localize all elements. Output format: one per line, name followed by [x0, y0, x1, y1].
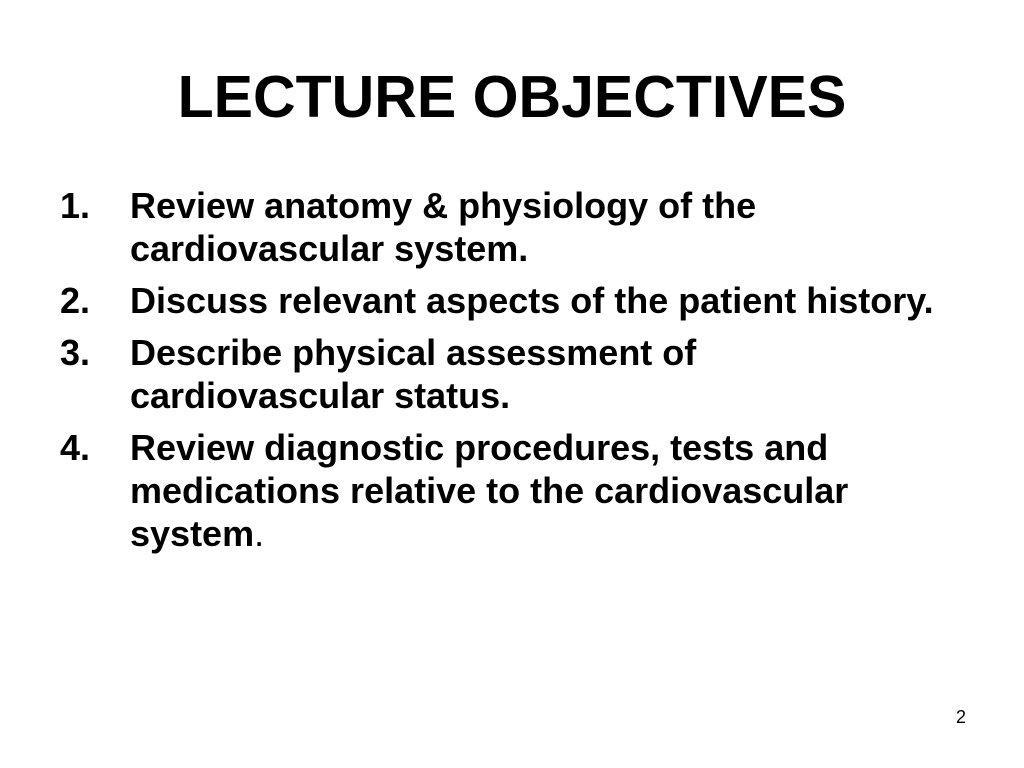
- objective-item: [60, 184, 960, 270]
- objective-text-wrapper: [130, 426, 960, 555]
- objectives-list: [60, 184, 960, 564]
- objective-item: [60, 426, 960, 555]
- objective-number: 3.: [60, 332, 91, 373]
- objective-item: [60, 331, 960, 417]
- page-number: 2: [955, 707, 966, 727]
- objective-number: 2.: [60, 280, 91, 321]
- objective-text: Review diagnostic procedures, tests and medications relative to the cardiovascular system: [130, 427, 849, 554]
- objective-item: [60, 279, 960, 322]
- objective-number: 1.: [60, 185, 91, 226]
- objective-text: Review anatomy & physiology of the cardiovascular system.: [130, 185, 757, 269]
- objective-trailing-period: .: [254, 513, 265, 554]
- objective-number: 4.: [60, 427, 91, 468]
- objective-text: Describe physical assessment of cardiovascular status.: [130, 332, 697, 416]
- objective-text: Discuss relevant aspects of the patient history.: [130, 280, 934, 321]
- slide-title: LECTURE OBJECTIVES: [177, 64, 847, 130]
